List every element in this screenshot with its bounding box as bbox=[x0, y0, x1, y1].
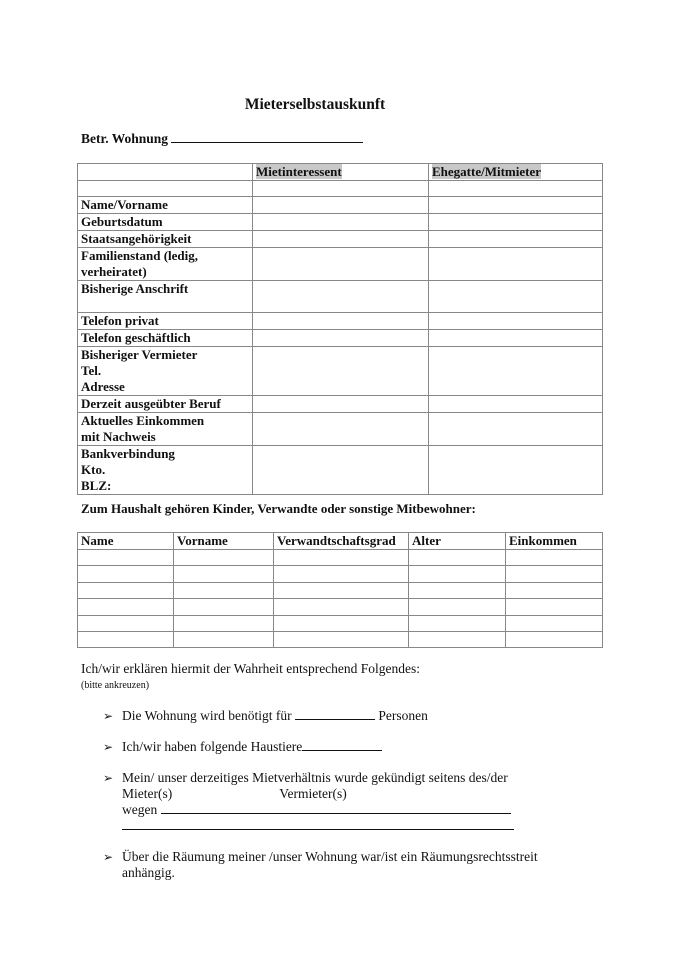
header-spouse: Ehegatte/Mitmieter bbox=[432, 164, 542, 179]
household-cell[interactable] bbox=[78, 550, 174, 566]
header-age: Alter bbox=[409, 533, 506, 550]
household-cell[interactable] bbox=[78, 582, 174, 598]
apartment-blank[interactable] bbox=[171, 132, 363, 143]
table-row bbox=[78, 281, 603, 313]
household-cell[interactable] bbox=[274, 550, 409, 566]
table-row bbox=[78, 566, 603, 582]
persons-blank[interactable] bbox=[295, 709, 375, 720]
arrow-bullet-icon: ➢ bbox=[103, 709, 114, 723]
household-table bbox=[77, 532, 603, 648]
applicant-cell[interactable] bbox=[253, 231, 429, 248]
apartment-label: Betr. Wohnung bbox=[81, 131, 169, 146]
household-heading: Zum Haushalt gehören Kinder, Verwandte oder sonstige Mitbewohner: bbox=[81, 501, 476, 516]
spouse-cell[interactable] bbox=[429, 214, 603, 231]
household-cell[interactable] bbox=[78, 566, 174, 582]
arrow-bullet-icon: ➢ bbox=[103, 850, 114, 864]
spouse-cell[interactable] bbox=[429, 181, 603, 197]
eviction-item bbox=[122, 849, 538, 881]
table-row bbox=[78, 615, 603, 631]
household-cell[interactable] bbox=[506, 631, 603, 647]
household-cell[interactable] bbox=[174, 599, 274, 615]
applicant-cell[interactable] bbox=[253, 181, 429, 197]
applicant-cell[interactable] bbox=[253, 347, 429, 396]
table-row bbox=[78, 396, 603, 413]
applicant-cell[interactable] bbox=[253, 446, 429, 495]
row-label: Geburtsdatum bbox=[78, 214, 253, 231]
applicant-cell[interactable] bbox=[253, 197, 429, 214]
spouse-cell[interactable] bbox=[429, 281, 603, 313]
row-label: Telefon geschäftlich bbox=[78, 330, 253, 347]
household-cell[interactable] bbox=[506, 615, 603, 631]
table-row bbox=[78, 214, 603, 231]
spouse-cell[interactable] bbox=[429, 396, 603, 413]
eviction-label-2: anhängig. bbox=[122, 865, 175, 880]
household-cell[interactable] bbox=[274, 631, 409, 647]
header-firstname: Vorname bbox=[174, 533, 274, 550]
household-cell[interactable] bbox=[174, 550, 274, 566]
header-relation: Verwandtschaftsgrad bbox=[274, 533, 409, 550]
household-cell[interactable] bbox=[274, 615, 409, 631]
row-label: Bankverbindung Kto. BLZ: bbox=[78, 446, 253, 495]
table-row bbox=[78, 599, 603, 615]
arrow-bullet-icon: ➢ bbox=[103, 771, 114, 785]
apartment-field[interactable] bbox=[81, 131, 363, 147]
household-cell[interactable] bbox=[78, 615, 174, 631]
persons-item bbox=[122, 708, 428, 724]
page-title: Mieterselbstauskunft bbox=[244, 96, 386, 113]
reason-label: wegen bbox=[122, 802, 158, 817]
table-row bbox=[78, 413, 603, 446]
pets-blank[interactable] bbox=[302, 740, 382, 751]
row-label: Familienstand (ledig, verheiratet) bbox=[78, 248, 253, 281]
spouse-cell[interactable] bbox=[429, 248, 603, 281]
table-row bbox=[78, 550, 603, 566]
eviction-label: Über die Räumung meiner /unser Wohnung war/ist ein Räumungsrechtsstreit bbox=[122, 849, 538, 864]
applicant-cell[interactable] bbox=[253, 248, 429, 281]
table-row bbox=[78, 313, 603, 330]
table-row bbox=[78, 446, 603, 495]
household-cell[interactable] bbox=[78, 599, 174, 615]
spouse-cell[interactable] bbox=[429, 413, 603, 446]
household-cell[interactable] bbox=[409, 615, 506, 631]
row-label: Bisherige Anschrift bbox=[78, 281, 253, 313]
pets-item bbox=[122, 739, 382, 755]
applicant-cell[interactable] bbox=[253, 313, 429, 330]
spouse-cell[interactable] bbox=[429, 197, 603, 214]
table-row bbox=[78, 330, 603, 347]
household-cell[interactable] bbox=[274, 582, 409, 598]
option-tenant[interactable]: Mieter(s) bbox=[122, 786, 173, 801]
household-cell[interactable] bbox=[506, 566, 603, 582]
spouse-cell[interactable] bbox=[429, 231, 603, 248]
table-header-row bbox=[78, 533, 603, 550]
persons-label: Die Wohnung wird benötigt für bbox=[122, 708, 292, 723]
household-cell[interactable] bbox=[506, 550, 603, 566]
persons-suffix: Personen bbox=[378, 708, 428, 723]
table-row bbox=[78, 197, 603, 214]
table-row bbox=[78, 181, 603, 197]
household-cell[interactable] bbox=[274, 566, 409, 582]
row-label: Aktuelles Einkommen mit Nachweis bbox=[78, 413, 253, 446]
household-cell[interactable] bbox=[274, 599, 409, 615]
household-cell[interactable] bbox=[409, 550, 506, 566]
row-label: Telefon privat bbox=[78, 313, 253, 330]
spouse-cell[interactable] bbox=[429, 330, 603, 347]
header-applicant: Mietinteressent bbox=[256, 164, 342, 179]
row-label: Staatsangehörigkeit bbox=[78, 231, 253, 248]
reason-blank-2[interactable] bbox=[122, 819, 514, 830]
table-row bbox=[78, 248, 603, 281]
household-cell[interactable] bbox=[409, 582, 506, 598]
table-row bbox=[78, 582, 603, 598]
household-cell[interactable] bbox=[409, 566, 506, 582]
household-cell[interactable] bbox=[174, 615, 274, 631]
row-label: Name/Vorname bbox=[78, 197, 253, 214]
household-cell[interactable] bbox=[506, 599, 603, 615]
spouse-cell[interactable] bbox=[429, 347, 603, 396]
termination-label: Mein/ unser derzeitiges Mietverhältnis wurde gekündigt seitens des/der bbox=[122, 770, 508, 785]
household-cell[interactable] bbox=[174, 582, 274, 598]
header-income: Einkommen bbox=[506, 533, 603, 550]
household-cell[interactable] bbox=[409, 631, 506, 647]
row-label: Bisheriger Vermieter Tel. Adresse bbox=[78, 347, 253, 396]
applicant-cell[interactable] bbox=[253, 214, 429, 231]
header-name: Name bbox=[78, 533, 174, 550]
household-cell[interactable] bbox=[174, 566, 274, 582]
applicant-cell[interactable] bbox=[253, 396, 429, 413]
option-landlord[interactable]: Vermieter(s) bbox=[279, 786, 347, 801]
household-cell[interactable] bbox=[506, 582, 603, 598]
table-row bbox=[78, 231, 603, 248]
row-label bbox=[78, 181, 253, 197]
hint-text: (bitte ankreuzen) bbox=[81, 680, 150, 691]
declaration-text: Ich/wir erklären hiermit der Wahrheit entsprechend Folgendes: bbox=[81, 661, 421, 676]
household-cell[interactable] bbox=[409, 599, 506, 615]
table-header-row bbox=[78, 164, 603, 181]
table-row bbox=[78, 347, 603, 396]
household-cell[interactable] bbox=[78, 631, 174, 647]
applicant-cell[interactable] bbox=[253, 330, 429, 347]
household-cell[interactable] bbox=[174, 631, 274, 647]
row-label: Derzeit ausgeübter Beruf bbox=[78, 396, 253, 413]
applicant-table bbox=[77, 163, 603, 495]
table-row bbox=[78, 631, 603, 647]
pets-label: Ich/wir haben folgende Haustiere bbox=[122, 739, 303, 754]
spouse-cell[interactable] bbox=[429, 446, 603, 495]
arrow-bullet-icon: ➢ bbox=[103, 740, 114, 754]
reason-blank[interactable] bbox=[161, 803, 511, 814]
applicant-cell[interactable] bbox=[253, 413, 429, 446]
termination-item bbox=[122, 770, 514, 834]
spouse-cell[interactable] bbox=[429, 313, 603, 330]
applicant-cell[interactable] bbox=[253, 281, 429, 313]
